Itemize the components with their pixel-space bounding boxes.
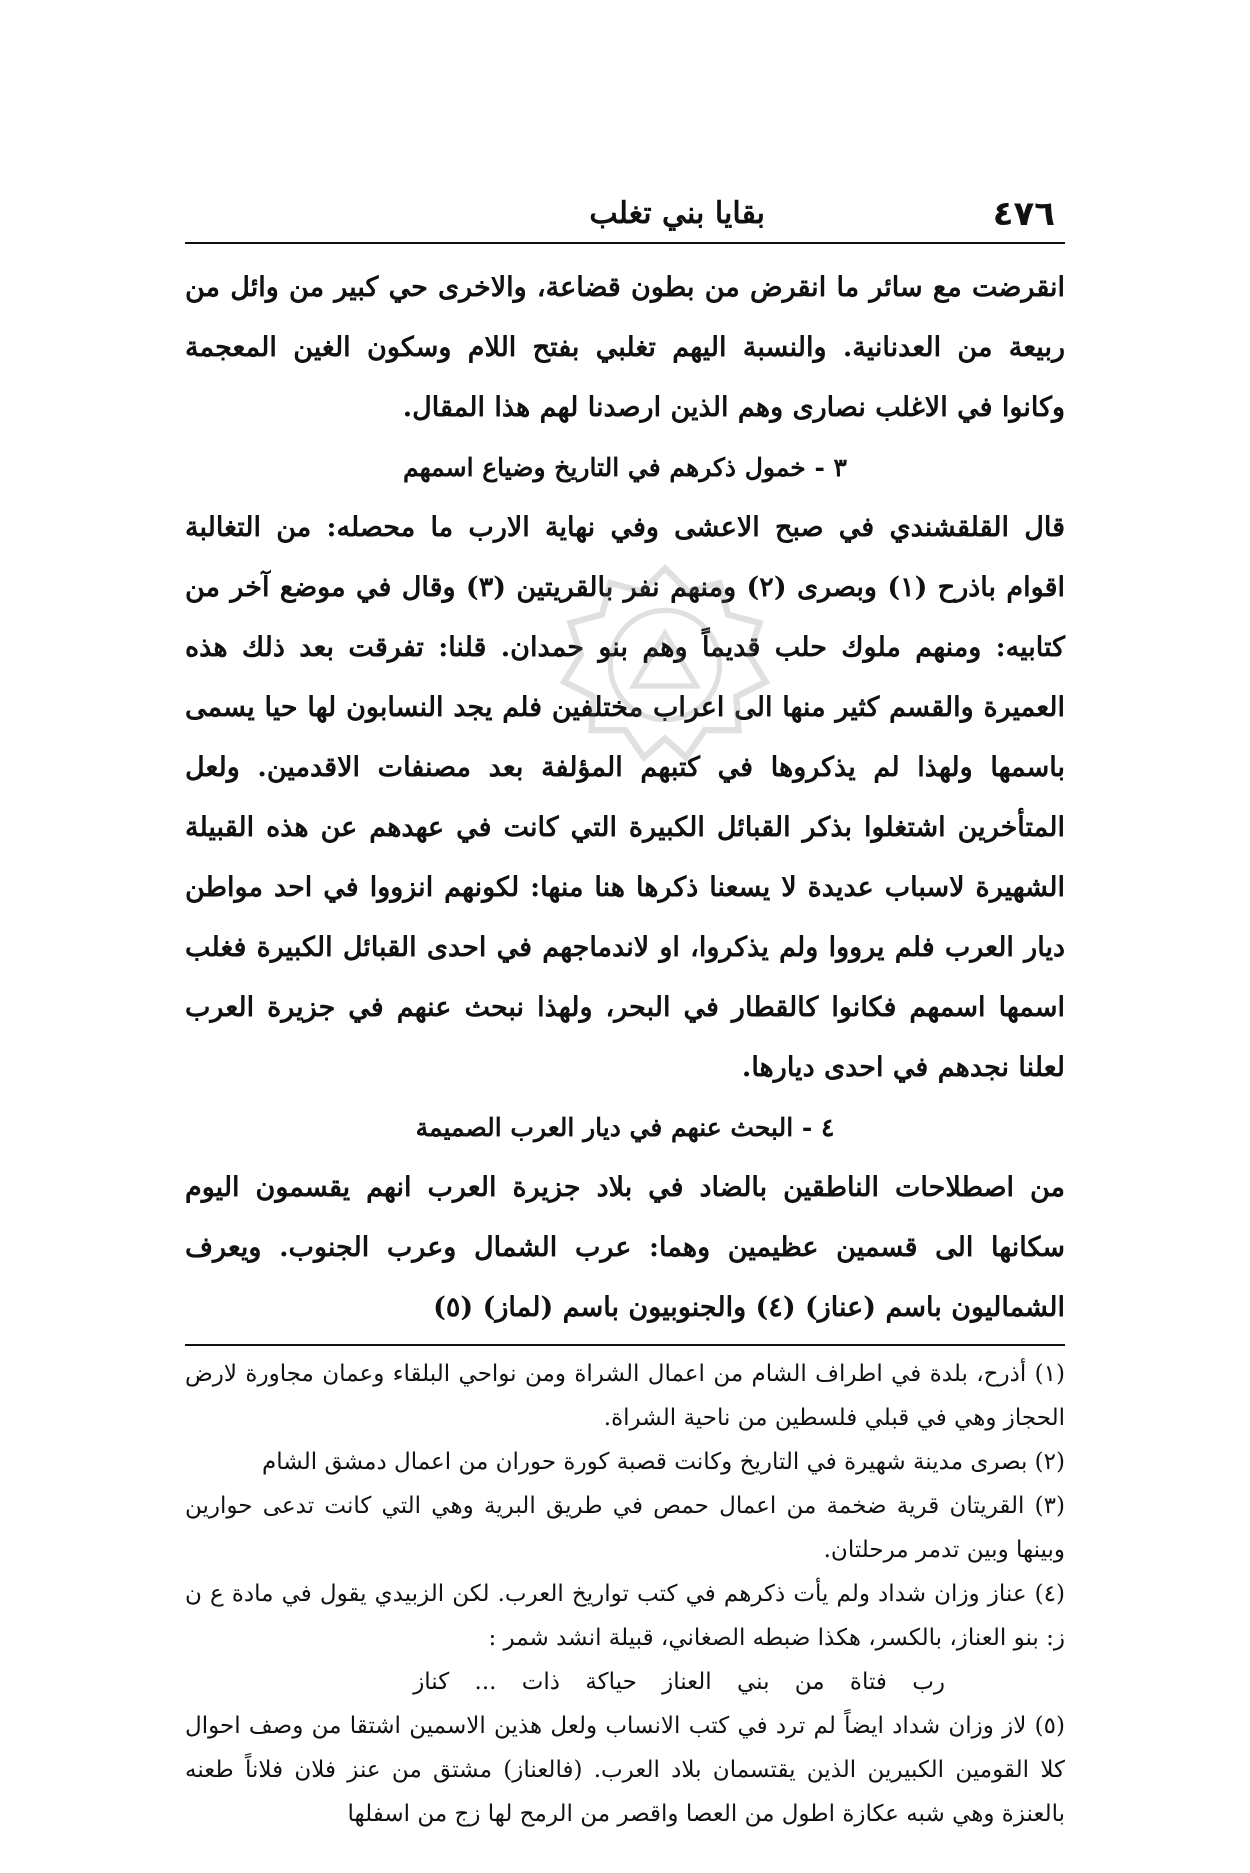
page-number: ٤٧٦ (992, 194, 1055, 234)
footnote-3: (٣) القريتان قرية ضخمة من اعمال حمص في طريق البرية وهي التي كانت تدعى حوارين وبينها وبين تدمر مرحلتان. (185, 1493, 1065, 1563)
footnote-divider (185, 1344, 1065, 1346)
footnote-4-verse: رب فتاة من بني العناز حياكة ذات ... كناز (413, 1669, 945, 1695)
book-page (185, 190, 1065, 1836)
section-heading-4: ٤ - البحث عنهم في ديار العرب الصميمة (415, 1113, 835, 1142)
body-paragraph-1: انقرضت مع سائر ما انقرض من بطون قضاعة، والاخرى حي كبير من وائل من ربيعة من العدنانية. والنسبة اليهم تغلبي بفتح اللام وسكون الغين المعجمة وكانوا في الاغلب نصارى وهم الذين ارصدنا لهم هذا المقال. (185, 272, 1065, 423)
running-title: بقايا بني تغلب (589, 196, 765, 231)
running-head (185, 190, 1065, 244)
body-paragraph-2: قال القلقشندي في صبح الاعشى وفي نهاية الارب ما محصله: من التغالبة اقوام باذرح (١) وبصرى (٢) ومنهم نفر بالقريتين (٣) وقال في موضع آخر من كتابيه: ومنهم ملوك حلب قديماً وهم بنو حمدان. قلنا: تفرقت بعد ذلك هذه العميرة والقسم كثير منها الى اعراب مختلفين فلم يجد النسابون لها حيا يسمى باسمها ولهذا لم يذكروها في كتبهم المؤلفة بعد مصنفات الاقدمين. ولعل المتأخرين اشتغلوا بذكر القبائل الكبيرة التي كانت في عهدهم عن هذه القبيلة الشهيرة لاسباب عديدة لا يسعنا ذكرها هنا منها: لكونهم انزووا في احد مواطن ديار العرب فلم يرووا ولم يذكروا، او لاندماجهم في احدى القبائل الكبيرة فغلب اسمها اسمهم فكانوا كالقطار في البحر، ولهذا نبحث عنهم في جزيرة العرب لعلنا نجدهم في احدى ديارها. (185, 512, 1065, 1083)
section-heading-3: ٣ - خمول ذكرهم في التاريخ وضياع اسمهم (403, 453, 847, 482)
footnote-5: (٥) لاز وزان شداد ايضاً لم ترد في كتب الانساب ولعل هذين الاسمين اشتقا من وصف احوال كلا القومين الكبيرين الذين يقتسمان بلاد العرب. (فالعناز) مشتق من عنز فلان فلاناً طعنه بالعنزة وهي شبه عكازة اطول من العصا واقصر من الرمح لها زج من اسفلها (185, 1713, 1065, 1827)
footnote-4: (٤) عناز وزان شداد ولم يأت ذكرهم في كتب تواريخ العرب. لكن الزبيدي يقول في مادة ع ن ز: بنو العناز، بالكسر، هكذا ضبطه الصغاني، قبيلة انشد شمر : (185, 1581, 1065, 1651)
footnote-2: (٢) بصرى مدينة شهيرة في التاريخ وكانت قصبة كورة حوران من اعمال دمشق الشام (261, 1449, 1065, 1475)
body-paragraph-3: من اصطلاحات الناطقين بالضاد في بلاد جزيرة العرب انهم يقسمون اليوم سكانها الى قسمين عظيمين وهما: عرب الشمال وعرب الجنوب. ويعرف الشماليون باسم (عناز) (٤) والجنوبيون باسم (لماز) (٥) (185, 1172, 1065, 1323)
footnote-1: (١) أذرح، بلدة في اطراف الشام من اعمال الشراة ومن نواحي البلقاء وعمان مجاورة لارض الحجاز وهي في قبلي فلسطين من ناحية الشراة. (185, 1361, 1065, 1431)
